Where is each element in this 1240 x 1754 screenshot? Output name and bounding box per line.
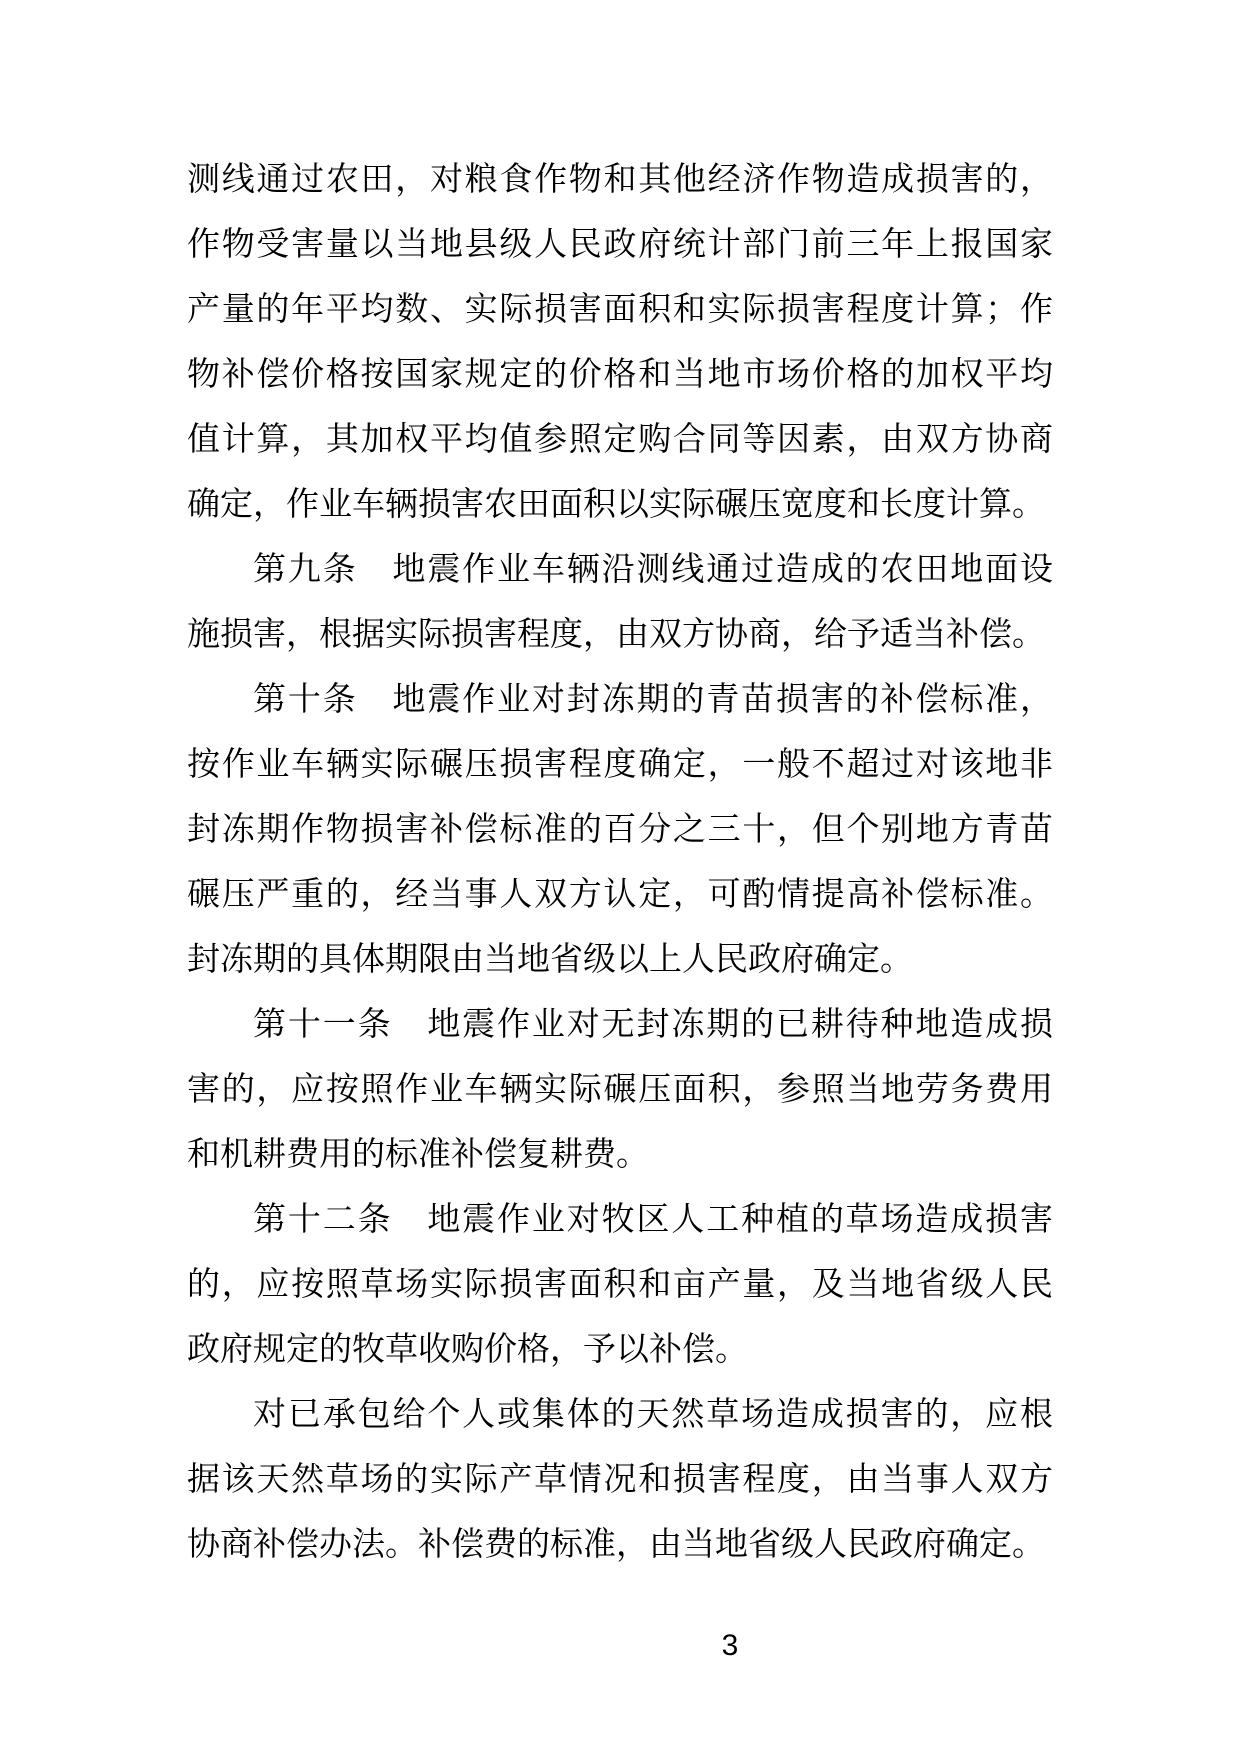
text-line: 政府规定的牧草收购价格，予以补偿。 — [187, 1330, 748, 1367]
text-line: 协商补偿办法。补偿费的标准，由当地省级人民政府确定。 — [187, 1525, 1045, 1562]
paragraph — [187, 1381, 1053, 1576]
text-line: 第十一条 地震作业对无封冻期的已耕待种地造成损 — [253, 1005, 1053, 1042]
text-line: 封冻期作物损害补偿标准的百分之三十，但个别地方青苗 — [187, 810, 1053, 847]
text-line: 碾压严重的，经当事人双方认定，可酌情提高补偿标准。 — [187, 875, 1053, 912]
paragraph — [187, 536, 1053, 666]
paragraph — [187, 1186, 1053, 1381]
document-body — [187, 146, 1053, 1576]
text-line: 产量的年平均数、实际损害面积和实际损害程度计算；作 — [187, 290, 1053, 327]
text-line: 作物受害量以当地县级人民政府统计部门前三年上报国家 — [187, 225, 1053, 262]
text-line: 确定，作业车辆损害农田面积以实际碾压宽度和长度计算。 — [187, 485, 1045, 522]
text-line: 封冻期的具体期限由当地省级以上人民政府确定。 — [187, 940, 913, 977]
paragraph — [187, 666, 1053, 991]
page-number: 3 — [721, 1629, 739, 1662]
text-line: 的，应按照草场实际损害面积和亩产量，及当地省级人民 — [187, 1265, 1053, 1302]
text-line: 测线通过农田，对粮食作物和其他经济作物造成损害的， — [187, 160, 1053, 197]
paragraph — [187, 991, 1053, 1186]
text-line: 按作业车辆实际碾压损害程度确定，一般不超过对该地非 — [187, 745, 1053, 782]
text-line: 施损害，根据实际损害程度，由双方协商，给予适当补偿。 — [187, 615, 1045, 652]
text-line: 据该天然草场的实际产草情况和损害程度，由当事人双方 — [187, 1460, 1053, 1497]
text-line: 第十二条 地震作业对牧区人工种植的草场造成损害 — [253, 1200, 1053, 1237]
text-line: 对已承包给个人或集体的天然草场造成损害的，应根 — [253, 1395, 1053, 1432]
text-line: 害的，应按照作业车辆实际碾压面积，参照当地劳务费用 — [187, 1070, 1053, 1107]
text-line: 第九条 地震作业车辆沿测线通过造成的农田地面设 — [253, 550, 1053, 587]
text-line: 第十条 地震作业对封冻期的青苗损害的补偿标准， — [253, 680, 1053, 717]
text-line: 值计算，其加权平均值参照定购合同等因素，由双方协商 — [187, 420, 1053, 457]
paragraph — [187, 146, 1053, 536]
text-line: 和机耕费用的标准补偿复耕费。 — [187, 1135, 649, 1172]
text-line: 物补偿价格按国家规定的价格和当地市场价格的加权平均 — [187, 355, 1053, 392]
